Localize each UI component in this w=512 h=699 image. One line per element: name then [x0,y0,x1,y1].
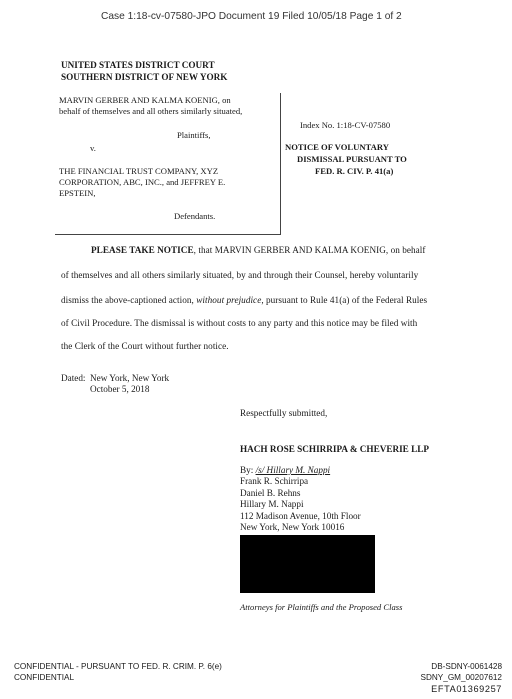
versus-label: v. [90,143,96,153]
dated-place: New York, New York [90,373,170,383]
bates-number-2: SDNY_GM_00207612 [420,673,502,682]
attorney-name: Daniel B. Rehns [240,488,301,498]
by-label: By: [240,465,254,475]
defendants-names-line1: THE FINANCIAL TRUST COMPANY, XYZ [59,166,219,176]
without-prejudice: without prejudice [196,295,262,305]
electronic-signature: /s/ Hillary M. Nappi [255,465,331,475]
defendants-label: Defendants. [174,211,216,221]
court-name-line2: SOUTHERN DISTRICT OF NEW YORK [61,72,228,82]
plaintiffs-label: Plaintiffs, [177,130,211,140]
attorney-name: Frank R. Schirripa [240,476,309,486]
case-header: Case 1:18-cv-07580-JPO Document 19 Filed 10/05/18 Page 1 of 2 [101,11,402,22]
bates-number-3: EFTA01369257 [431,684,502,694]
law-firm-name: HACH ROSE SCHIRRIPA & CHEVERIE LLP [240,444,429,454]
dated-label: Dated: [61,373,86,383]
plaintiffs-names-line1: MARVIN GERBER AND KALMA KOENIG, on [59,95,231,105]
defendants-names-line3: EPSTEIN, [59,188,96,198]
body-line-3: dismiss the above-captioned action, without prejudice, pursuant to Rule 41(a) of the Federal Rules [61,295,428,305]
dated-date: October 5, 2018 [90,384,150,394]
body-line-5: the Clerk of the Court without further notice. [61,341,229,351]
please-take-notice: PLEASE TAKE NOTICE [91,245,194,255]
bates-number-1: DB-SDNY-0061428 [431,662,502,671]
plaintiffs-names-line2: behalf of themselves and all others similarly situated, [59,106,243,116]
firm-address-line1: 112 Madison Avenue, 10th Floor [240,511,361,521]
firm-address-line2: New York, New York 10016 [240,522,345,532]
defendants-names-line2: CORPORATION, ABC, INC., and JEFFREY E. [59,177,226,187]
court-name-line1: UNITED STATES DISTRICT COURT [61,60,215,70]
confidential-notice-line1: CONFIDENTIAL - PURSUANT TO FED. R. CRIM. P. 6(e) [14,662,222,671]
respectfully-submitted: Respectfully submitted, [240,408,328,418]
notice-title-line1: NOTICE OF VOLUNTARY [285,142,389,152]
attorneys-for-line: Attorneys for Plaintiffs and the Proposed Class [240,602,403,612]
notice-title-line3: FED. R. CIV. P. 41(a) [315,166,394,176]
body-line-2: of themselves and all others similarly situated, by and through their Counsel, hereby voluntarily [61,270,419,280]
body-line-4: of Civil Procedure. The dismissal is without costs to any party and this notice may be filed with [61,318,418,328]
body-line-1: PLEASE TAKE NOTICE, that MARVIN GERBER AND KALMA KOENIG, on behalf [91,245,426,255]
redaction-block [240,535,375,593]
signature-line [240,465,330,475]
attorney-name: Hillary M. Nappi [240,499,304,509]
notice-title-line2: DISMISSAL PURSUANT TO [297,154,407,164]
index-number: Index No. 1:18-CV-07580 [300,120,391,130]
confidential-notice-line2: CONFIDENTIAL [14,673,75,682]
